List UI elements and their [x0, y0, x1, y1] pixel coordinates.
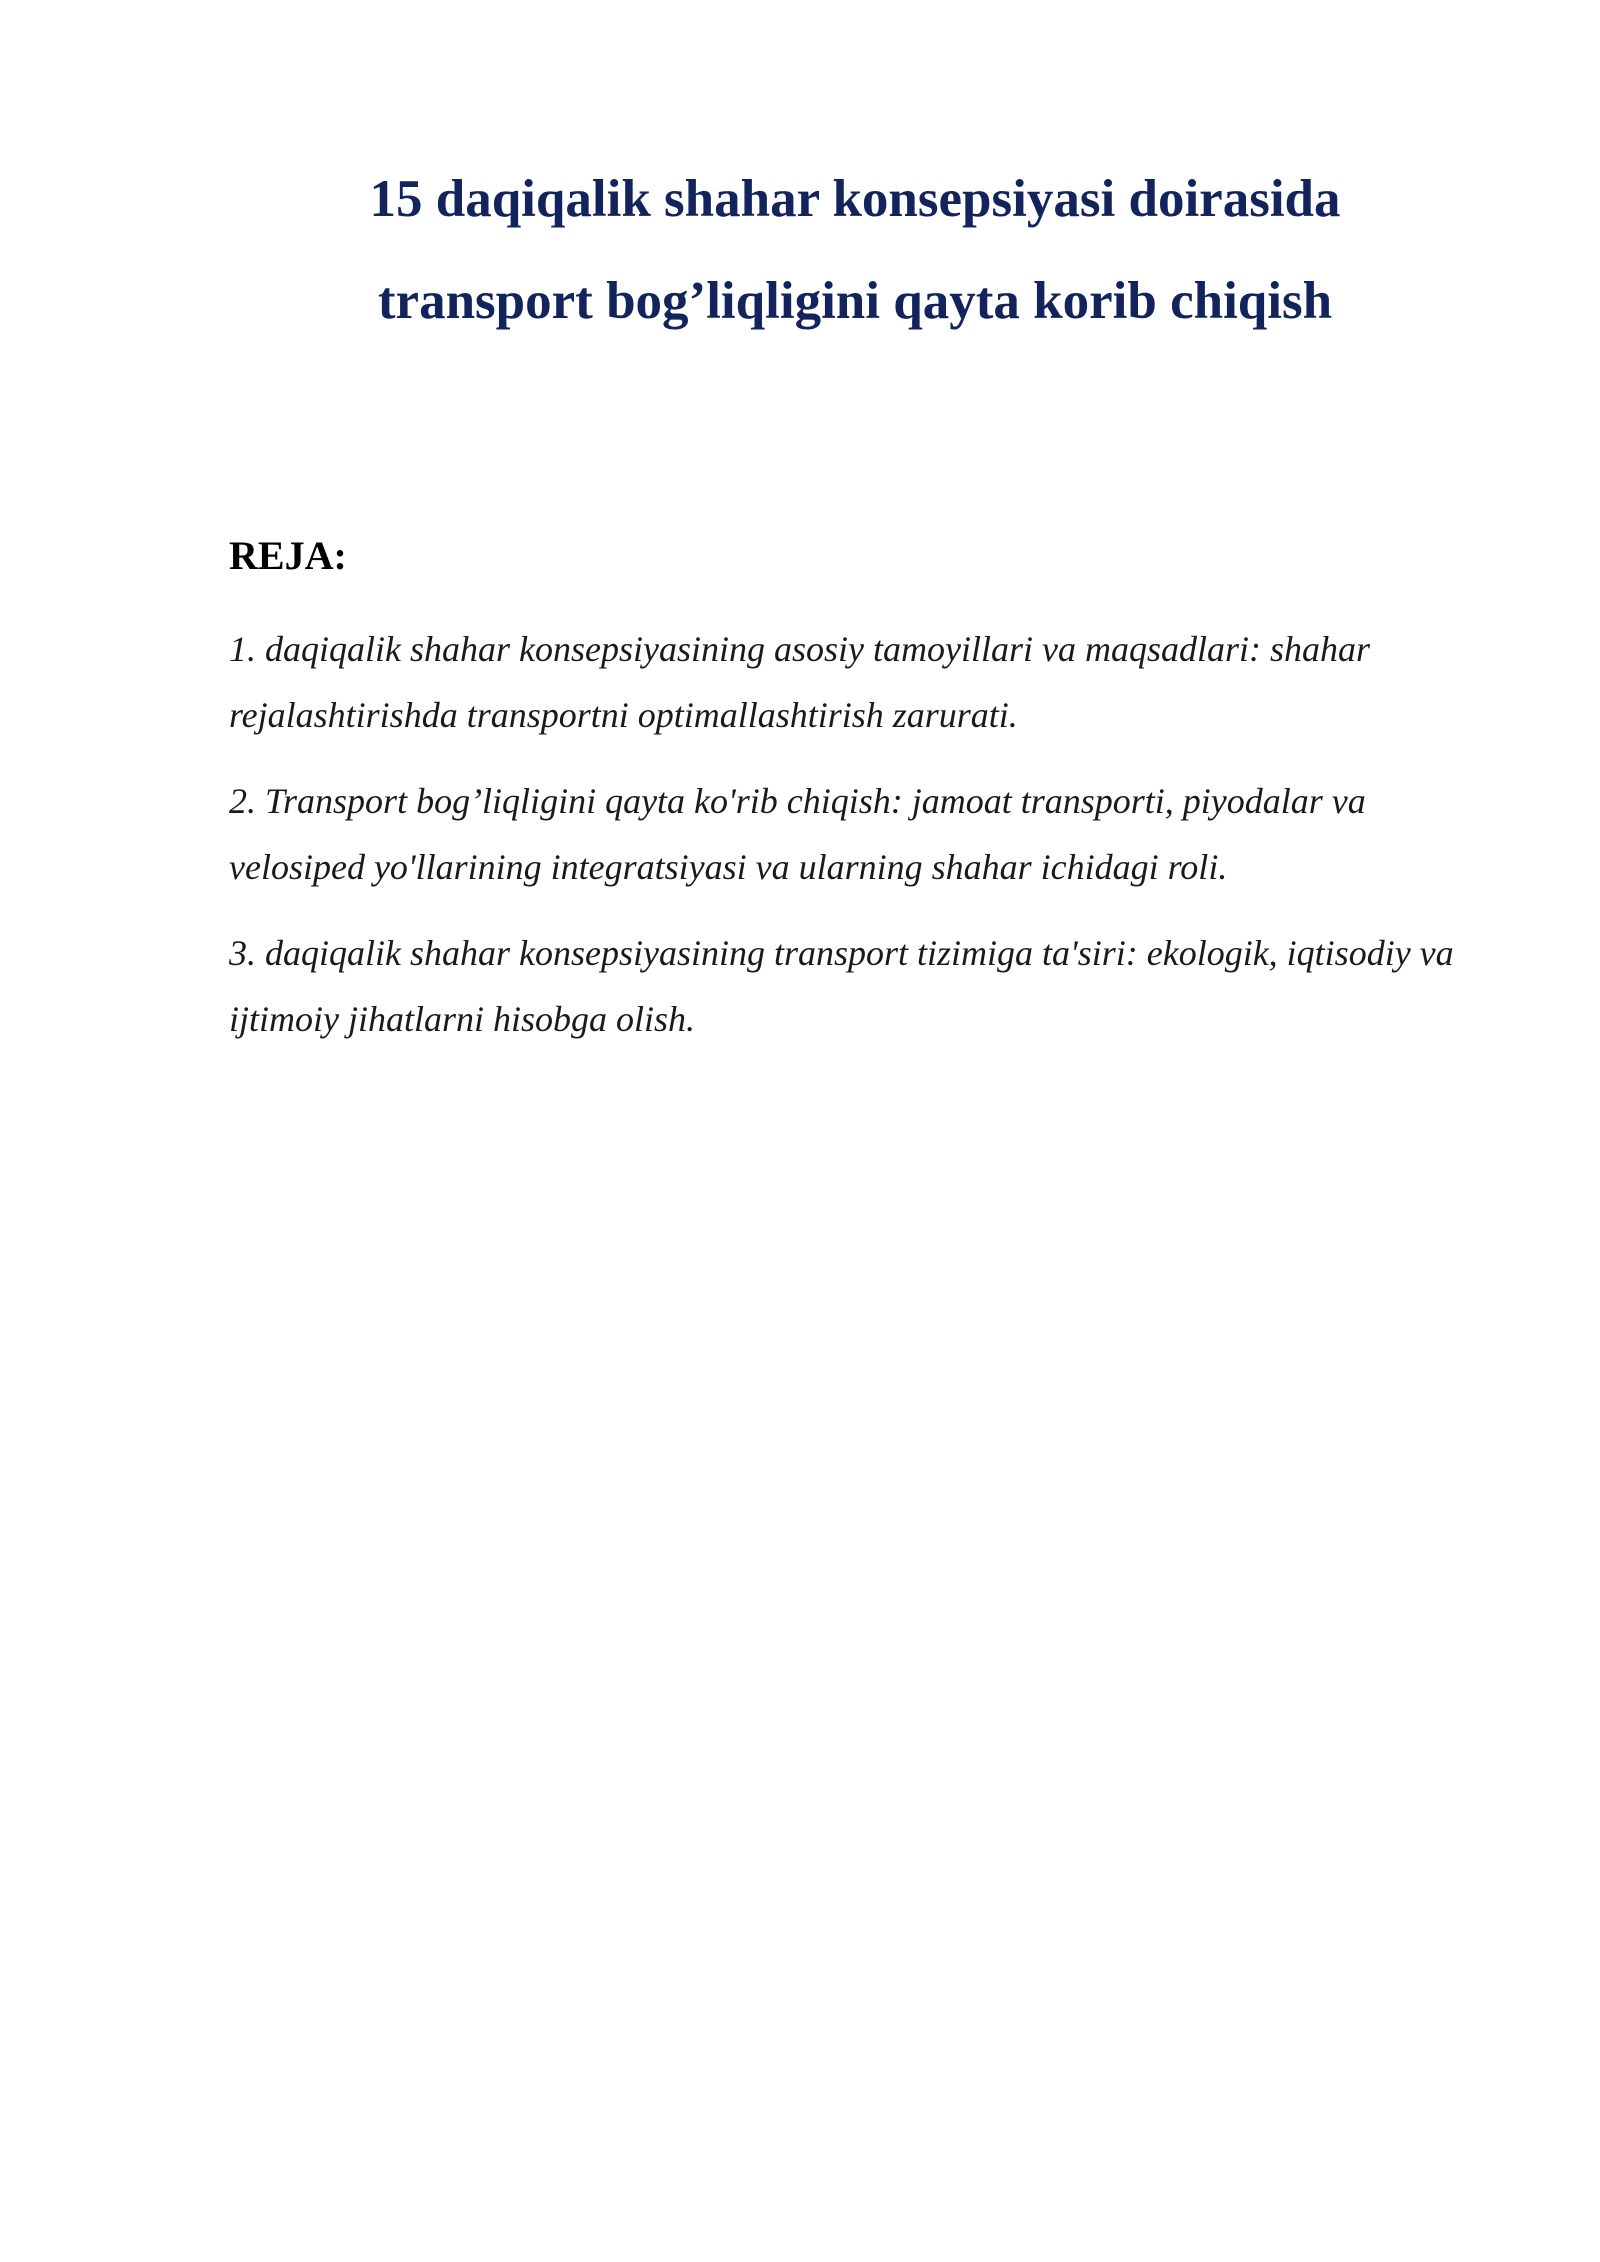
plan-item-2: 2. Transport bog’liqligini qayta ko'rib chiqish: jamoat transporti, piyodalar va velosiped yo'llarining integratsiyasi va ularning shahar ichidagi roli.: [229, 781, 1366, 887]
plan-item-1: 1. daqiqalik shahar konsepsiyasining asosiy tamoyillari va maqsadlari: shahar rejalashtirishda transportni optimallashtirish zarurati.: [229, 629, 1370, 735]
plan-heading: REJA:: [229, 533, 347, 578]
document-title-line-1: 15 daqiqalik shahar konsepsiyasi doirasida: [369, 170, 1341, 228]
plan-item-3: 3. daqiqalik shahar konsepsiyasining transport tizimiga ta'siri: ekologik, iqtisodiy va ijtimoiy jihatlarni hisobga olish.: [229, 933, 1454, 1039]
plan-list: [229, 616, 1479, 1072]
document-title: [230, 148, 1480, 352]
document-title-line-2: transport bog’liqligini qayta korib chiqish: [377, 272, 1333, 330]
